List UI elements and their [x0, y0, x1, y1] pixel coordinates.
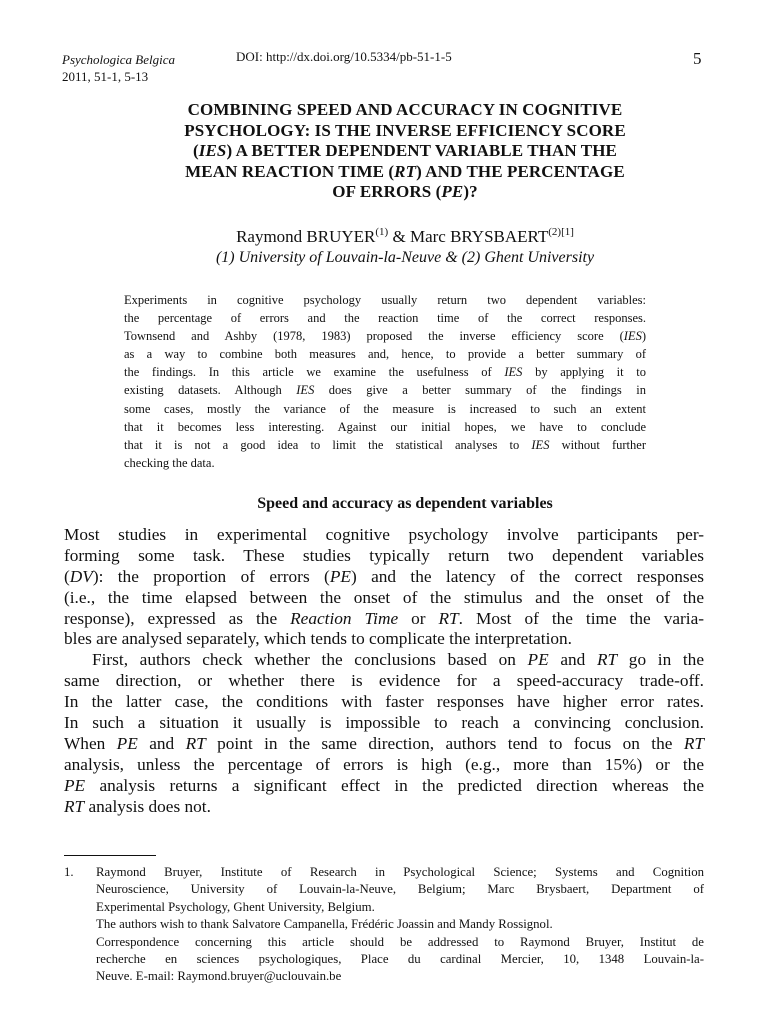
body-text — [64, 525, 704, 817]
body-line: analysis, unless the percentage of errors is high (e.g., more than 15%) or the — [64, 754, 704, 774]
author-affiliation-mark: (1) — [375, 226, 389, 238]
footnote-line: Experimental Psychology, Ghent University, Belgium. — [96, 899, 375, 914]
footnote-line: The authors wish to thank Salvatore Campanella, Frédéric Joassin and Mandy Rossignol. — [96, 917, 553, 932]
footnote-line: Neuve. E-mail: Raymond.bruyer@uclouvain.be — [96, 969, 342, 984]
footnote-line: Neuroscience, University of Louvain-la-Neuve, Belgium; Marc Brysbaert, Department of — [96, 882, 704, 897]
body-line: In the latter case, the conditions with faster responses have higher error rates. — [64, 692, 704, 712]
author-name: Marc BRYSBAERT — [409, 227, 549, 246]
abstract-line: the findings. In this article we examine the usefulness of IES by applying it to — [124, 365, 646, 380]
footnote-line: Raymond Bruyer, Institute of Research in Psychological Science; Systems and Cognition — [96, 865, 704, 879]
abstract-line: that it is not a good idea to limit the statistical analyses to IES without further — [124, 437, 646, 452]
affiliations: (1) University of Louvain-la-Neuve & (2) Ghent University — [215, 249, 595, 266]
footnote-rule — [64, 855, 156, 856]
footnote-marker: 1. — [64, 865, 74, 879]
abstract — [124, 291, 646, 472]
abstract-line: as a way to combine both measures and, hence, to provide a better summary of — [124, 347, 646, 362]
body-line: response), expressed as the Reaction Time or RT. Most of the time the varia- — [64, 608, 704, 628]
body-line: In such a situation it usually is impossible to reach a convincing conclusion. — [64, 713, 704, 733]
author-affiliation-mark: (2)[1] — [548, 226, 574, 238]
author-line — [80, 225, 730, 249]
section-heading: Speed and accuracy as dependent variables — [257, 495, 553, 512]
footnote — [96, 864, 704, 986]
abstract-line: Experiments in cognitive psychology usually return two dependent variables: — [124, 293, 646, 307]
journal-name: Psychologica Belgica — [62, 52, 175, 67]
body-line: When PE and RT point in the same direction, authors tend to focus on the RT — [64, 733, 704, 753]
body-line: Most studies in experimental cognitive psychology involve participants per- — [64, 525, 704, 544]
abstract-line: Townsend and Ashby (1978, 1983) proposed the inverse efficiency score (IES) — [124, 329, 646, 344]
abstract-line: the percentage of errors and the reaction time of the correct responses. — [124, 311, 646, 326]
body-line: bles are analysed separately, which tends to complicate the interpretation. — [64, 629, 572, 649]
author-conjunction: & — [388, 227, 410, 246]
page-number: 5 — [693, 49, 702, 68]
title-line: (IES) A BETTER DEPENDENT VARIABLE THAN THE — [192, 141, 617, 160]
body-line: First, authors check whether the conclusions based on PE and RT go in the — [92, 650, 704, 670]
body-line: forming some task. These studies typically return two dependent variables — [64, 545, 704, 565]
footnote-line: recherche en sciences psychologiques, Place du cardinal Mercier, 10, 1348 Louvain-la- — [96, 951, 704, 966]
body-line: RT analysis does not. — [64, 796, 211, 816]
article-title — [80, 100, 730, 203]
abstract-line: existing datasets. Although IES does give a better summary of the findings in — [124, 383, 647, 398]
journal-volume: 2011, 51-1, 5-13 — [62, 69, 149, 84]
footnote-line: Correspondence concerning this article should be addressed to Raymond Bruyer, Institut de — [96, 934, 704, 949]
abstract-line: some cases, mostly the variance of the measure is increased to such an extent — [124, 401, 646, 416]
author-name: Raymond BRUYER — [236, 227, 376, 246]
title-line: PSYCHOLOGY: IS THE INVERSE EFFICIENCY SCORE — [184, 120, 626, 140]
title-line: MEAN REACTION TIME (RT) AND THE PERCENTAGE — [185, 161, 625, 181]
body-line: (DV): the proportion of errors (PE) and the latency of the correct responses — [64, 566, 704, 586]
body-line: (i.e., the time elapsed between the onset of the stimulus and the onset of the — [64, 587, 704, 607]
body-line: PE analysis returns a significant effect in the predicted direction whereas the — [64, 775, 704, 795]
doi-link[interactable]: DOI: http://dx.doi.org/10.5334/pb-51-1-5 — [236, 49, 452, 64]
abstract-line: that it becomes less interesting. Against our initial hopes, we have to conclude — [124, 419, 646, 434]
title-line: COMBINING SPEED AND ACCURACY IN COGNITIVE — [187, 100, 623, 119]
abstract-line: checking the data. — [124, 455, 215, 470]
body-line: same direction, or whether there is evidence for a speed-accuracy trade-off. — [64, 671, 704, 691]
title-line: OF ERRORS (PE)? — [332, 182, 478, 201]
